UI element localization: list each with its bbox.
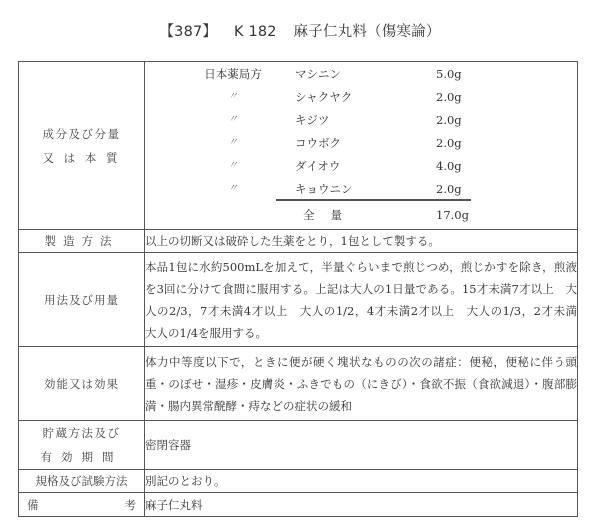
ingredient-name: キジツ	[295, 113, 330, 127]
specification-row	[19, 470, 578, 493]
storage-row	[19, 421, 578, 470]
ingredients-label-line1: 成分及び分量	[42, 126, 121, 141]
remarks-label-right: 考	[124, 497, 136, 512]
storage-label	[19, 421, 145, 470]
ingredients-label	[19, 62, 145, 230]
remarks-label-left: 備	[27, 497, 39, 512]
ingredient-source: 日本薬局方	[204, 67, 262, 81]
ingredients-row	[19, 62, 578, 230]
specification-content: 別記のとおり。	[145, 470, 578, 493]
ingredient-amount: 2.0g	[436, 90, 462, 104]
ingredient-name: キョウニン	[295, 182, 353, 196]
ingredient-source: 〃	[228, 91, 238, 102]
ingredient-row	[145, 63, 577, 85]
ingredient-row	[145, 86, 577, 108]
ingredients-list	[145, 62, 577, 228]
manufacturing-label: 製造方法	[19, 230, 145, 253]
total-divider	[276, 199, 471, 201]
ingredient-source: 〃	[228, 114, 238, 125]
document-code: K 182	[233, 24, 277, 40]
document-title	[0, 20, 600, 41]
storage-content: 密閉容器	[145, 421, 578, 470]
total-label: 全量	[303, 208, 358, 222]
ingredient-amount: 2.0g	[436, 182, 462, 196]
ingredient-amount: 2.0g	[436, 136, 462, 150]
ingredient-source: 〃	[228, 137, 238, 148]
ingredient-row	[145, 178, 577, 200]
efficacy-content: 体力中等度以下で，ときに便が硬く塊状なものの次の諸症：便秘，便秘に伴う頭重・のぼせ・湿疹・皮膚炎・ふきでもの（にきび）・食欲不振（食欲減退）・腹部膨満・腸内異常醗酵・痔などの症状の緩和	[145, 347, 578, 421]
ingredient-row	[145, 155, 577, 177]
ingredient-source: 〃	[228, 183, 238, 194]
ingredient-amount: 4.0g	[436, 159, 462, 173]
usage-label: 用法及び用量	[19, 253, 145, 347]
ingredient-source: 〃	[228, 160, 238, 171]
ingredients-content	[145, 62, 578, 230]
ingredient-row	[145, 132, 577, 154]
storage-label-line2: 有効期間	[40, 450, 123, 464]
remarks-row	[19, 493, 578, 517]
ingredient-name: コウボク	[295, 136, 341, 150]
total-amount: 17.0g	[436, 208, 469, 222]
usage-row	[19, 253, 578, 347]
ingredient-name: ダイオウ	[295, 159, 341, 173]
manufacturing-content: 以上の切断又は破砕した生薬をとり，1包として製する。	[145, 230, 578, 253]
ingredient-name: シャクヤク	[295, 90, 353, 104]
efficacy-label: 効能又は効果	[19, 347, 145, 421]
ingredient-amount: 5.0g	[436, 67, 462, 81]
formula-name: 麻子仁丸料（傷寒論）	[293, 24, 441, 40]
ingredients-label-line2: 又 は 本 質	[42, 150, 121, 165]
formula-spec-table	[18, 61, 589, 517]
ingredient-amount: 2.0g	[436, 113, 462, 127]
ingredient-row	[145, 109, 577, 131]
remarks-content: 麻子仁丸料	[145, 493, 578, 517]
ingredient-name: マシニン	[295, 67, 341, 81]
storage-label-line1: 貯蔵方法及び	[42, 426, 121, 440]
ingredient-total-row	[145, 204, 577, 226]
document-number: 【387】	[159, 24, 218, 40]
manufacturing-row	[19, 230, 578, 253]
efficacy-row	[19, 347, 578, 421]
specification-label: 規格及び試験方法	[19, 470, 145, 493]
remarks-label	[19, 493, 145, 517]
usage-content: 本品1包に水約500mLを加えて，半量ぐらいまで煎じつめ，煎じかすを除き，煎液を3回に分けて食間に服用する。上記は大人の1日量である。15才未満7才以上 大人の2/3，7才未満4才以上 大人の1/2，4才未満2才以上 大人の1/3，2才未満 大人の1/4を服用する。	[145, 253, 578, 347]
